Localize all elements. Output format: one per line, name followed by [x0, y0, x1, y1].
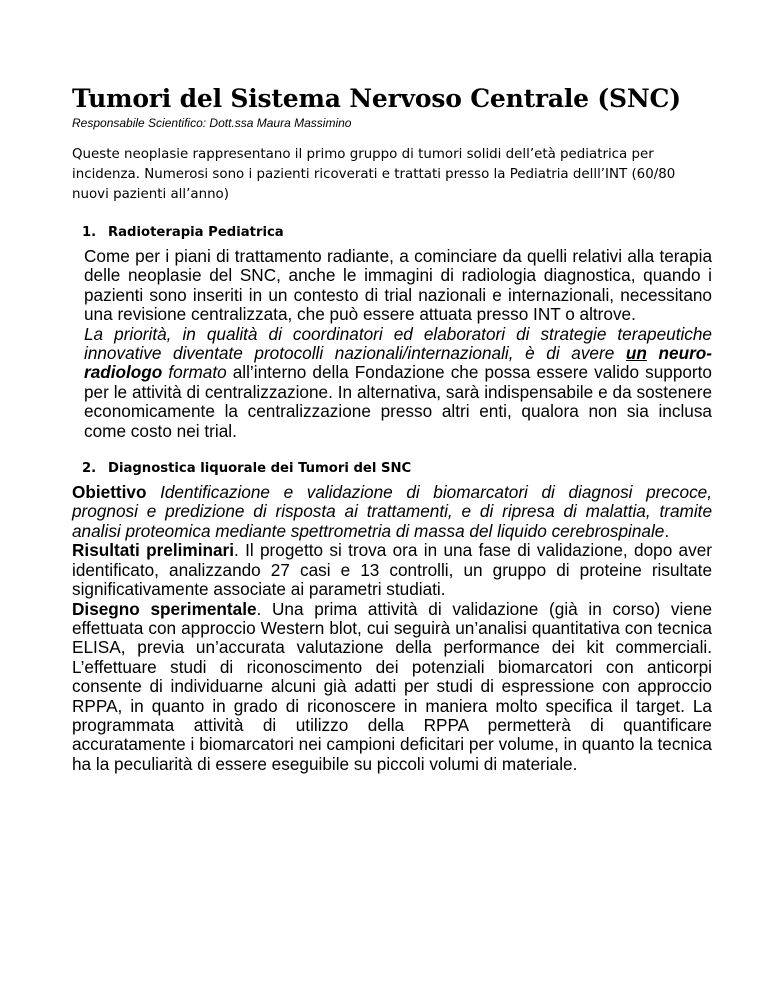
risultati-label: Risultati preliminari	[72, 540, 234, 561]
section-1-paragraph-2	[84, 325, 712, 441]
page-title: Tumori del Sistema Nervoso Centrale (SNC)	[72, 84, 681, 113]
disegno-label: Disegno sperimentale	[72, 598, 257, 619]
scientific-responsible: Responsabile Scientifico: Dott.ssa Maura Massimino	[72, 116, 352, 130]
section-1-p2-neuro-radiologo: neuro-radiologo	[84, 343, 712, 383]
obiettivo-text: Identificazione e validazione di biomarcatori di diagnosi precoce, prognosi e predizione di risposta ai trattamenti, e di ripresa di malattia, tramite analisi proteomica mediante spettrometria di massa del liquido cerebrospinale	[72, 482, 712, 541]
section-2-body	[72, 483, 712, 774]
obiettivo-paragraph	[72, 483, 712, 541]
obiettivo-end: .	[664, 520, 670, 541]
section-1-number: 1.	[82, 225, 97, 240]
section-2-number: 2.	[82, 461, 97, 477]
document-page	[72, 84, 712, 774]
intro-paragraph: Queste neoplasie rappresentano il primo gruppo di tumori solidi dell’età pediatrica per incidenza. Numerosi sono i pazienti ricoverati e trattati presso la Pediatria delll’INT (60/80 nuovi pazienti all’anno)	[72, 147, 676, 202]
section-1-paragraph-1: Come per i piani di trattamento radiante, a cominciare da quelli relativi alla terapia delle neoplasie del SNC, anche le immagini di radiologia diagnostica, quando i pazienti sono inseriti in un contesto di trial nazionali e internazionali, necessitano una revisione centralizzata, che può essere attuata presso INT o altrove.	[84, 246, 712, 325]
obiettivo-label: Obiettivo	[72, 482, 147, 503]
section-1-p2-un: un	[625, 343, 647, 364]
section-1-title: Radioterapia Pediatrica	[108, 225, 284, 240]
disegno-text: . Una prima attività di validazione (già in corso) viene effettuata con approccio Western blot, cui seguirà un’analisi quantitativa con tecnica ELISA, previa un’accurata valutazione della performance dei kit commerciali. L’effettuare studi di riconoscimento dei potenziali biomarcatori con anticorpi consente di individuarne alcuni già adatti per studi di espressione con approccio RPPA, in quanto in grado di riconoscere in maniera molto specifica il target. La programmata attività di utilizzo della RPPA permetterà di quantificare accuratamente i biomarcatori nei campioni deficitari per volume, in quanto la tecnica ha la peculiarità di essere eseguibile su piccoli volumi di materiale.	[72, 598, 713, 774]
section-1-p2-formato: formato	[162, 362, 227, 383]
risultati-paragraph	[72, 541, 712, 599]
section-1-body	[84, 247, 712, 441]
section-2-heading	[82, 460, 712, 478]
section-1-p2-italic: La priorità, in qualità di coordinatori ed elaboratori di strategie terapeutiche innovative diventate protocolli nazionali/internazionali, è di avere	[84, 323, 712, 364]
section-2-title: Diagnostica liquorale dei Tumori del SNC	[108, 461, 412, 477]
risultati-text: . Il progetto si trova ora in una fase di validazione, dopo aver identificato, analizzando 27 casi e 13 controlli, un gruppo di proteine risultate significativamente associate ai parametri studiati.	[72, 540, 712, 600]
disegno-paragraph	[72, 600, 712, 775]
section-1-heading	[82, 224, 712, 242]
section-1-p2-rest: all’interno della Fondazione che possa essere valido supporto per le attività di centralizzazione. In alternativa, sarà indispensabile e da sostenere economicamente la centralizzazione presso altri enti, qualora non sia inclusa come costo nei trial.	[84, 362, 712, 441]
